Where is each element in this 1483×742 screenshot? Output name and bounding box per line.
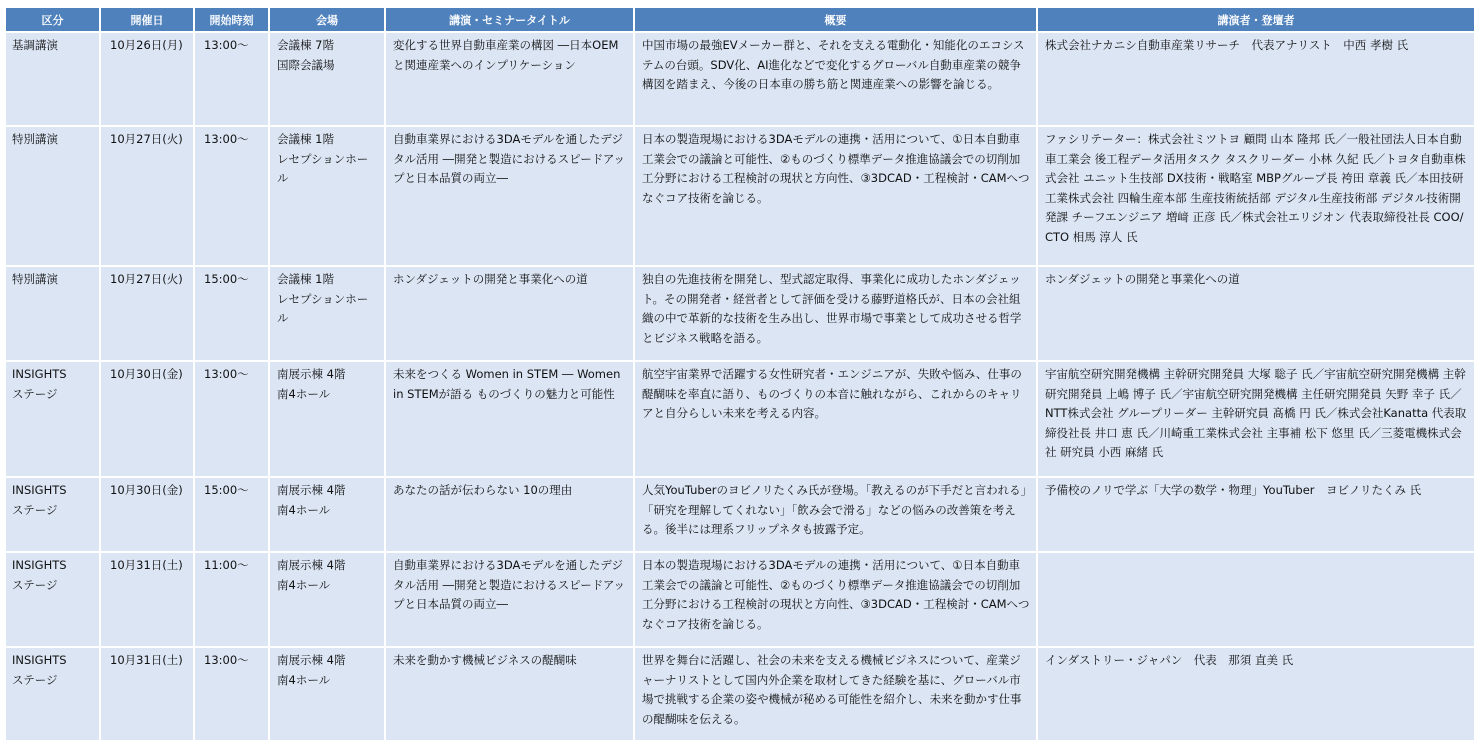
cell-title: 未来をつくる Women in STEM ― Women in STEMが語る ものづくりの魅力と可能性 (385, 361, 634, 477)
cell-venue: 会議棟 7階 国際会議場 (269, 32, 385, 126)
cell-time: 13:00～ (194, 32, 269, 126)
header-start-time: 開始時刻 (194, 8, 269, 32)
cell-title: 未来を動かす機械ビジネスの醍醐味 (385, 647, 634, 741)
cell-category: INSIGHTS ステージ (6, 477, 100, 552)
table-row (6, 552, 1474, 647)
cell-speaker: 予備校のノリで学ぶ「大学の数学・物理」YouTuber ヨビノリたくみ 氏 (1037, 477, 1474, 552)
cell-date: 10月31日(土) (100, 647, 194, 741)
cell-summary: 日本の製造現場における3DAモデルの連携・活用について、①日本自動車工業会での議論と可能性、②ものづくり標準データ推進協議会での切削加工分野における工程検討の現状と方向性、③3DCAD・工程検討・CAMへつなぐコア技術を論じる。 (634, 126, 1037, 266)
table-row (6, 361, 1474, 477)
table-row (6, 32, 1474, 126)
cell-time: 15:00～ (194, 266, 269, 361)
cell-date: 10月27日(火) (100, 266, 194, 361)
cell-time: 13:00～ (194, 361, 269, 477)
cell-speaker: ファシリテーター：株式会社ミツトヨ 顧問 山本 隆邦 氏／一般社団法人日本自動車工業会 後工程データ活用タスク タスクリーダー 小林 久紀 氏／トヨタ自動車株式会社 ユニット生技部 DX技術・戦略室 MBPグループ長 袴田 章義 氏／本田技研工業株式会社 四輪生産本部 生産技術統括部 デジタル生産技術部 デジタル技術開発課 チーフエンジニア 増﨑 正彦 氏／株式会社エリジオン 代表取締役社長 COO/CTO 相馬 淳人 氏 (1037, 126, 1474, 266)
cell-summary: 日本の製造現場における3DAモデルの連携・活用について、①日本自動車工業会での議論と可能性、②ものづくり標準データ推進協議会での切削加工分野における工程検討の現状と方向性、③3DCAD・工程検討・CAMへつなぐコア技術を論じる。 (634, 552, 1037, 647)
cell-title: ホンダジェットの開発と事業化への道 (385, 266, 634, 361)
cell-title: 変化する世界自動車産業の構図 ―日本OEMと関連産業へのインプリケーション (385, 32, 634, 126)
header-date: 開催日 (100, 8, 194, 32)
header-title: 講演・セミナータイトル (385, 8, 634, 32)
header-row (6, 8, 1474, 32)
table-header (6, 8, 1474, 32)
header-category: 区分 (6, 8, 100, 32)
cell-speaker (1037, 552, 1474, 647)
cell-speaker: 株式会社ナカニシ自動車産業リサーチ 代表アナリスト 中西 孝樹 氏 (1037, 32, 1474, 126)
cell-venue: 南展示棟 4階 南4ホール (269, 477, 385, 552)
cell-category: 特別講演 (6, 126, 100, 266)
cell-venue: 南展示棟 4階 南4ホール (269, 552, 385, 647)
cell-title: あなたの話が伝わらない 10の理由 (385, 477, 634, 552)
cell-summary: 中国市場の最強EVメーカー群と、それを支える電動化・知能化のエコシステムの台頭。SDV化、AI進化などで変化するグローバル自動車産業の競争構図を踏まえ、今後の日本車の勝ち筋と関連産業への影響を論じる。 (634, 32, 1037, 126)
cell-speaker: ホンダジェットの開発と事業化への道 (1037, 266, 1474, 361)
cell-summary: 世界を舞台に活躍し、社会の未来を支える機械ビジネスについて、産業ジャーナリストとして国内外企業を取材してきた経験を基に、グローバル市場で挑戦する企業の姿や機械が秘める可能性を紹介し、未来を動かす仕事の醍醐味を伝える。 (634, 647, 1037, 741)
table-row (6, 266, 1474, 361)
cell-time: 13:00～ (194, 647, 269, 741)
table-body (6, 32, 1474, 741)
cell-date: 10月26日(月) (100, 32, 194, 126)
cell-title: 自動車業界における3DAモデルを通したデジタル活用 ―開発と製造におけるスピードアップと日本品質の両立― (385, 126, 634, 266)
cell-venue: 会議棟 1階 レセプションホール (269, 126, 385, 266)
cell-category: 基調講演 (6, 32, 100, 126)
cell-venue: 南展示棟 4階 南4ホール (269, 361, 385, 477)
table-row (6, 126, 1474, 266)
schedule-table-container (6, 8, 1474, 742)
cell-summary: 人気YouTuberのヨビノリたくみ氏が登場。「教えるのが下手だと言われる」「研究を理解してくれない」「飲み会で滑る」などの悩みの改善策を考える。後半には理系フリップネタも披露予定。 (634, 477, 1037, 552)
header-venue: 会場 (269, 8, 385, 32)
cell-category: 特別講演 (6, 266, 100, 361)
cell-date: 10月31日(土) (100, 552, 194, 647)
table-row (6, 647, 1474, 741)
cell-time: 15:00～ (194, 477, 269, 552)
cell-venue: 会議棟 1階 レセプションホール (269, 266, 385, 361)
cell-summary: 独自の先進技術を開発し、型式認定取得、事業化に成功したホンダジェット。その開発者・経営者として評価を受ける藤野道格氏が、日本の会社組織の中で革新的な技術を生み出し、世界市場で事業として成功させる哲学とビジネス戦略を語る。 (634, 266, 1037, 361)
cell-time: 13:00～ (194, 126, 269, 266)
cell-title: 自動車業界における3DAモデルを通したデジタル活用 ―開発と製造におけるスピードアップと日本品質の両立― (385, 552, 634, 647)
cell-time: 11:00～ (194, 552, 269, 647)
cell-speaker: 宇宙航空研究開発機構 主幹研究開発員 大塚 聡子 氏／宇宙航空研究開発機構 主幹研究開発員 上嶋 博子 氏／宇宙航空研究開発機構 主任研究開発員 矢野 幸子 氏／NTT株式会社 グループリーダー 主幹研究員 髙橋 円 氏／株式会社Kanatta 代表取締役社長 井口 恵 氏／川崎重工業株式会社 主事補 松下 悠里 氏／三菱電機株式会社 研究員 小西 麻緒 氏 (1037, 361, 1474, 477)
cell-speaker: インダストリー・ジャパン 代表 那須 直美 氏 (1037, 647, 1474, 741)
cell-venue: 南展示棟 4階 南4ホール (269, 647, 385, 741)
cell-category: INSIGHTS ステージ (6, 647, 100, 741)
cell-category: INSIGHTS ステージ (6, 552, 100, 647)
schedule-table (6, 8, 1474, 742)
header-summary: 概要 (634, 8, 1037, 32)
cell-category: INSIGHTS ステージ (6, 361, 100, 477)
cell-date: 10月30日(金) (100, 361, 194, 477)
cell-date: 10月30日(金) (100, 477, 194, 552)
cell-summary: 航空宇宙業界で活躍する女性研究者・エンジニアが、失敗や悩み、仕事の醍醐味を率直に語り、ものづくりの本音に触れながら、これからのキャリアと自分らしい未来を考える内容。 (634, 361, 1037, 477)
header-speaker: 講演者・登壇者 (1037, 8, 1474, 32)
table-row (6, 477, 1474, 552)
cell-date: 10月27日(火) (100, 126, 194, 266)
